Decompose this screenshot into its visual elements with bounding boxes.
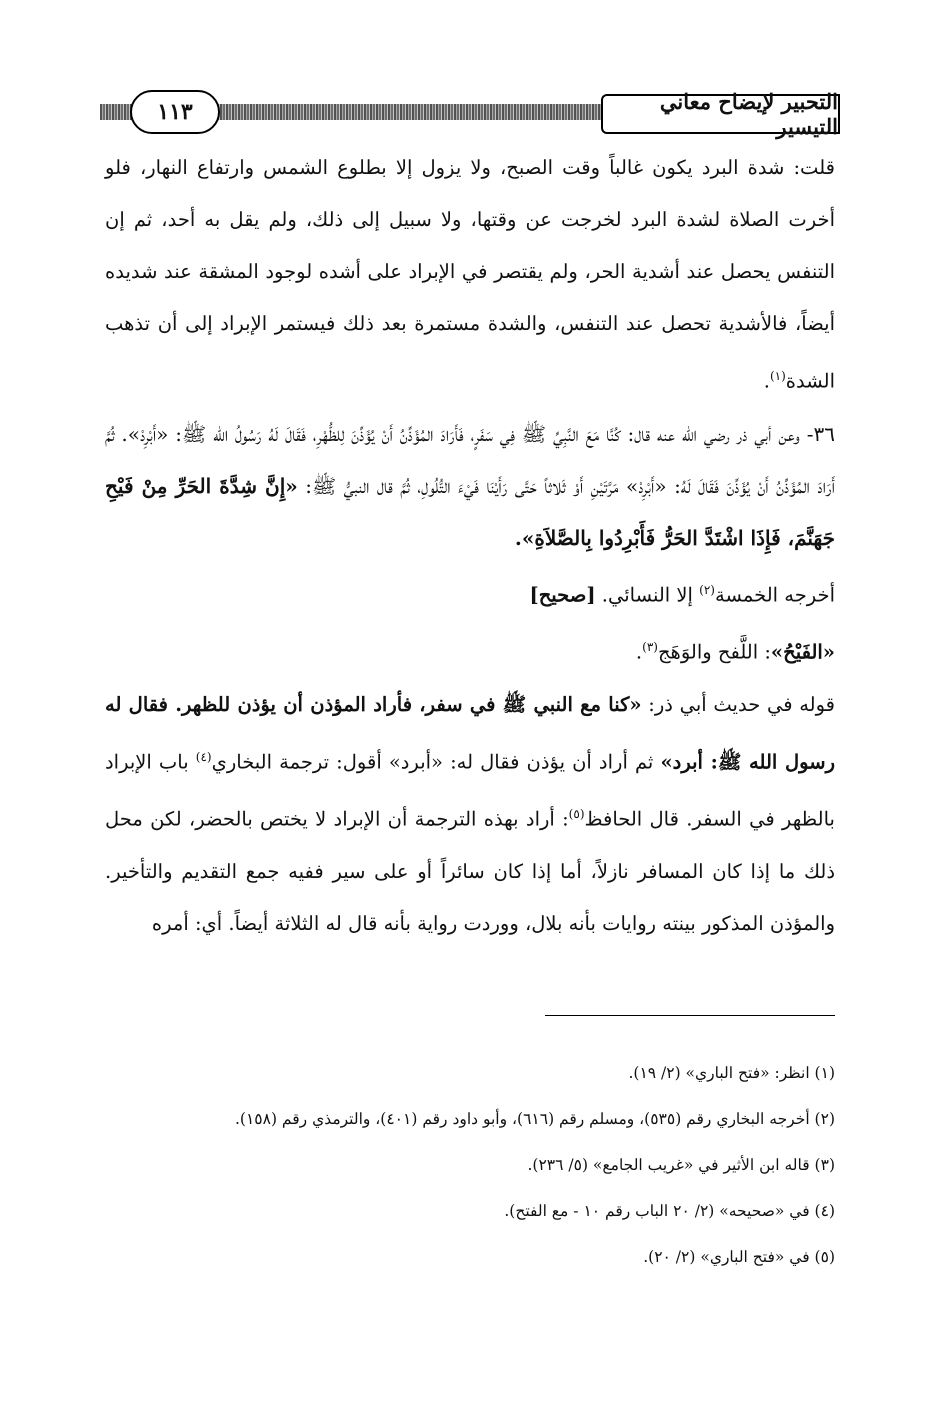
takhrij-line: أخرجه الخمسة$^{(٢)}$ إلا النسائي. [صحيح] [529, 582, 835, 606]
book-title: التحبير لإيضاح معاني التيسير [601, 94, 840, 134]
footnote-1: (١) انظر: «فتح الباري» (٢/ ١٩). [628, 1064, 835, 1082]
quoted-hadith: «كنا مع النبي ﷺ في سفر، فأراد المؤذن أن يؤذن للظهر. فقال له رسول الله ﷺ: أبرد» [105, 692, 836, 773]
grade-badge: [صحيح] [529, 583, 596, 606]
footnote-5: (٥) في «فتح الباري» (٢/ ٢٠). [643, 1248, 835, 1266]
hadith-saying: «إِنَّ شِدَّةَ الحَرِّ مِنْ فَيْحِ جَهَنَّمَ، فَإِذَا اشْتَدَّ الحَرُّ فَأَبْرِدُوا بِالصَّلاَةِ». [105, 473, 835, 550]
footnotes [105, 1050, 835, 1280]
footnote-3: (٣) قاله ابن الأثير في «غريب الجامع» (٥/ ٢٣٦). [527, 1156, 835, 1174]
footnote-separator [545, 1015, 835, 1016]
hadith-36: ٣٦- وعن أبي ذر رضي الله عنه قال: كُنَّا مَعَ النَّبِيِّ ﷺ فِي سَفَرٍ، فَأَرَادَ المُؤَذِّنُ أَنْ يُؤَذِّنَ لِلظُّهْرِ، فَقَالَ لَهُ رَسُولُ الله ﷺ: «أَبْرِدْ». ثُمَّ أَرَادَ المُؤَذِّنُ أَنْ يُؤَذِّنَ فَقَالَ لَهُ: «أَبْرِدْ» مَرَّتَيْنِ أَوْ ثَلاثاً حَتَّى رَأَيْنَا فَيْءَ التُّلُولِ، ثُمَّ قال النبيُّ ﷺ: «إِنَّ شِدَّةَ الحَرِّ مِنْ فَيْحِ جَهَنَّمَ، فَإِذَا اشْتَدَّ الحَرُّ فَأَبْرِدُوا بِالصَّلاَةِ». [105, 421, 835, 550]
footnote-ref: (٢) [699, 582, 715, 597]
footnote-ref: (٣) [642, 640, 658, 654]
sharh-paragraph: قوله في حديث أبي ذر: «كنا مع النبي ﷺ في سفر، فأراد المؤذن أن يؤذن للظهر. فقال له رسول الله ﷺ: أبرد» ثم أراد أن يؤذن فقال له: «أبرد» أقول: ترجمة البخاري$^{(٤)}$ باب الإبراد بالظهر في السفر. قال الحافظ$^{(٥)}$: أراد بهذه الترجمة أن الإبراد لا يختص بالحضر، لكن محل ذلك ما إذا كان المسافر نازلاً، أما إذا كان سائراً أو على سير ففيه جمع التقديم والتأخير. والمؤذن المذكور بينته روايات بأنه بلال، ووردت رواية بأنه قال له الثلاثة أيضاً. أي: أمره [105, 692, 836, 935]
footnote-ref: (٥) [568, 807, 585, 821]
hadith-text: كُنَّا مَعَ النَّبِيِّ ﷺ فِي سَفَرٍ، فَأَرَادَ المُؤَذِّنُ أَنْ يُؤَذِّنَ لِلظُّهْرِ، فَقَالَ لَهُ رَسُولُ الله ﷺ: «أَبْرِدْ». ثُمَّ أَرَادَ المُؤَذِّنُ أَنْ يُؤَذِّنَ فَقَالَ لَهُ: «أَبْرِدْ» مَرَّتَيْنِ أَوْ ثَلاثاً حَتَّى رَأَيْنَا فَيْءَ التُّلُولِ، ثُمَّ قال النبيُّ ﷺ: [105, 421, 835, 498]
footnote-ref: (٤) [195, 749, 212, 764]
footnote-2: (٢) أخرجه البخاري رقم (٥٣٥)، ومسلم رقم (٦١٦)، وأبو داود رقم (٤٠١)، والترمذي رقم (١٥٨). [234, 1110, 835, 1128]
running-header [100, 90, 840, 140]
gharib-word: «الفَيْحُ» [770, 640, 835, 664]
gharib-line: «الفَيْحُ»: اللَّفح والوَهَج$^{(٣)}$. [635, 640, 835, 664]
footnote-ref: (١) [769, 369, 786, 383]
commentary-paragraph: قلت: شدة البرد يكون غالباً وقت الصبح، ولا يزول إلا بطلوع الشمس وارتفاع النهار، فلو أخرت الصلاة لشدة البرد لخرجت عن وقتها، ولا سبيل إلى ذلك، ولم يقل به أحد، ثم إن التنفس يحصل عند أشدية الحر، ولم يقتصر في الإبراد على أشده لوجود المشقة عند شديده أيضاً، فالأشدية تحصل عند التنفس، والشدة مستمرة بعد ذلك فيستمر الإبراد إلى أن تذهب الشدة$^{(١)}$. [105, 156, 835, 393]
page-number: ١١٣ [130, 90, 220, 134]
footnote-4: (٤) في «صحيحه» (٢/ ٢٠ الباب رقم ١٠ - مع الفتح). [504, 1202, 835, 1220]
main-text [105, 142, 835, 950]
